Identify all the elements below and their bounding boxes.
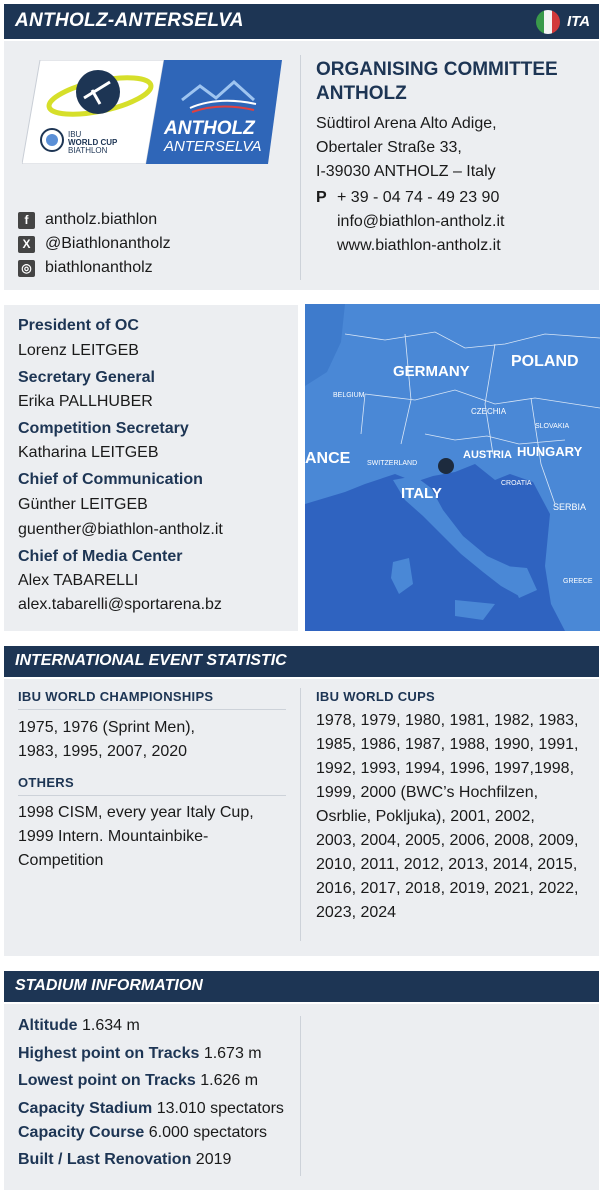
social-handle: antholz.biathlon (45, 211, 158, 228)
map-label: HUNGARY (517, 444, 583, 459)
stadium-row (18, 1042, 262, 1066)
venue-header-bar (4, 4, 599, 39)
logo-biathlon-text: BIATHLON (68, 146, 108, 155)
website-link[interactable]: www.biathlon-antholz.it (337, 237, 501, 254)
wc-line: 2003, 2004, 2005, 2006, 2008, 2009, (316, 832, 579, 849)
wc-line: 2010, 2011, 2012, 2013, 2014, 2015, (316, 856, 578, 873)
logo-worldcup-text: WORLD CUP (68, 138, 118, 147)
official-role: Chief of Media Center (18, 548, 183, 565)
address-line: Obertaler Straße 33, (316, 139, 462, 156)
map-label: AUSTRIA (463, 449, 512, 461)
stadium-value: 6.000 spectators (148, 1124, 268, 1141)
divider (18, 795, 286, 796)
stadium-row (18, 1148, 231, 1172)
official-name: Katharina LEITGEB (18, 444, 159, 461)
stadium-label: Capacity Course (18, 1124, 145, 1141)
email-link[interactable]: info@biathlon-antholz.it (337, 213, 505, 230)
location-pin-icon (438, 458, 454, 474)
divider (300, 688, 301, 941)
official-role: Chief of Communication (18, 471, 203, 488)
stadium-label: Lowest point on Tracks (18, 1072, 196, 1089)
address-line: I-39030 ANTHOLZ – Italy (316, 163, 496, 180)
wc-line: Osrblie, Pokljuka), 2001, 2002, (316, 808, 535, 825)
divider (300, 1016, 301, 1176)
official-name: Erika PALLHUBER (18, 393, 153, 410)
logo-ibu-text: IBU (68, 130, 82, 139)
phone-number[interactable]: + 39 - 04 74 - 49 23 90 (337, 189, 500, 206)
map-label: ITALY (401, 485, 442, 502)
wc-line: 2023, 2024 (316, 904, 397, 921)
stadium-label: Altitude (18, 1017, 78, 1034)
official-email[interactable]: guenther@biathlon-antholz.it (18, 521, 223, 538)
social-handle: biathlonantholz (45, 259, 153, 276)
map-label: GREECE (563, 578, 593, 585)
statistic-header-bar (4, 646, 599, 677)
location-map (305, 304, 600, 631)
country-code: ITA (567, 13, 591, 30)
official-role: President of OC (18, 317, 139, 334)
address-line: Südtirol Arena Alto Adige, (316, 115, 497, 132)
phone-label: P (316, 189, 327, 206)
map-label: CROATIA (501, 480, 532, 487)
italy-flag-icon (536, 10, 560, 34)
stadium-header-bar (4, 971, 599, 1002)
official-role: Competition Secretary (18, 420, 189, 437)
stadium-label: Built / Last Renovation (18, 1151, 192, 1168)
social-handle: @Biathlonantholz (45, 235, 171, 252)
official-email[interactable]: alex.tabarelli@sportarena.bz (18, 596, 222, 613)
official-name: Alex TABARELLI (18, 572, 139, 589)
wch-heading: IBU WORLD CHAMPIONSHIPS (18, 689, 214, 704)
stadium-value: 13.010 spectators (156, 1100, 284, 1117)
stadium-label: Highest point on Tracks (18, 1045, 200, 1062)
divider (18, 709, 286, 710)
social-facebook[interactable] (18, 208, 157, 232)
committee-title-2: ANTHOLZ (316, 83, 407, 104)
map-label: ANCE (305, 450, 351, 467)
x-twitter-icon: X (18, 236, 35, 253)
others-heading: OTHERS (18, 775, 74, 790)
wc-line: 1978, 1979, 1980, 1981, 1982, 1983, (316, 712, 579, 729)
venue-title: ANTHOLZ-ANTERSELVA (15, 10, 244, 31)
stadium-row (18, 1014, 140, 1038)
others-line: 1999 Intern. Mountainbike- (18, 828, 209, 845)
committee-title: ORGANISING COMMITTEE (316, 59, 558, 80)
stadium-value: 1.634 m (82, 1017, 140, 1034)
official-name: Lorenz LEITGEB (18, 342, 139, 359)
official-name: Günther LEITGEB (18, 496, 148, 513)
map-label: CZECHIA (471, 407, 507, 416)
wc-heading: IBU WORLD CUPS (316, 689, 436, 704)
statistic-title: INTERNATIONAL EVENT STATISTIC (15, 652, 287, 669)
logo-antholz-text: ANTHOLZ (164, 118, 255, 139)
stadium-row (18, 1121, 267, 1145)
instagram-icon: ◎ (18, 260, 35, 277)
stadium-title: STADIUM INFORMATION (15, 977, 203, 994)
stadium-value: 1.673 m (203, 1045, 262, 1062)
stadium-value: 1.626 m (200, 1072, 259, 1089)
wc-line: 2016, 2017, 2018, 2019, 2021, 2022, (316, 880, 579, 897)
map-label: GERMANY (393, 363, 470, 380)
map-label: SWITZERLAND (367, 460, 418, 467)
event-logo (22, 60, 282, 164)
divider (300, 55, 301, 280)
logo-anterselva-text: ANTERSELVA (164, 138, 262, 155)
stadium-row (18, 1097, 284, 1121)
wc-line: 1999, 2000 (BWC’s Hochfilzen, (316, 784, 539, 801)
map-label: POLAND (511, 353, 579, 370)
map-label: BELGIUM (333, 392, 365, 399)
stadium-label: Capacity Stadium (18, 1100, 153, 1117)
map-label: SLOVAKIA (535, 423, 570, 430)
others-line: 1998 CISM, every year Italy Cup, (18, 804, 254, 821)
wc-line: 1992, 1993, 1994, 1996, 1997,1998, (316, 760, 575, 777)
wch-line: 1983, 1995, 2007, 2020 (18, 743, 188, 760)
map-label: SERBIA (553, 502, 587, 512)
wch-line: 1975, 1976 (Sprint Men), (18, 719, 195, 736)
facebook-icon: f (18, 212, 35, 229)
social-x[interactable] (18, 232, 171, 256)
stadium-value: 2019 (195, 1151, 232, 1168)
social-instagram[interactable] (18, 256, 153, 280)
wc-line: 1985, 1986, 1987, 1988, 1990, 1991, (316, 736, 579, 753)
others-line: Competition (18, 852, 104, 869)
official-role: Secretary General (18, 369, 155, 386)
stadium-row (18, 1069, 258, 1093)
